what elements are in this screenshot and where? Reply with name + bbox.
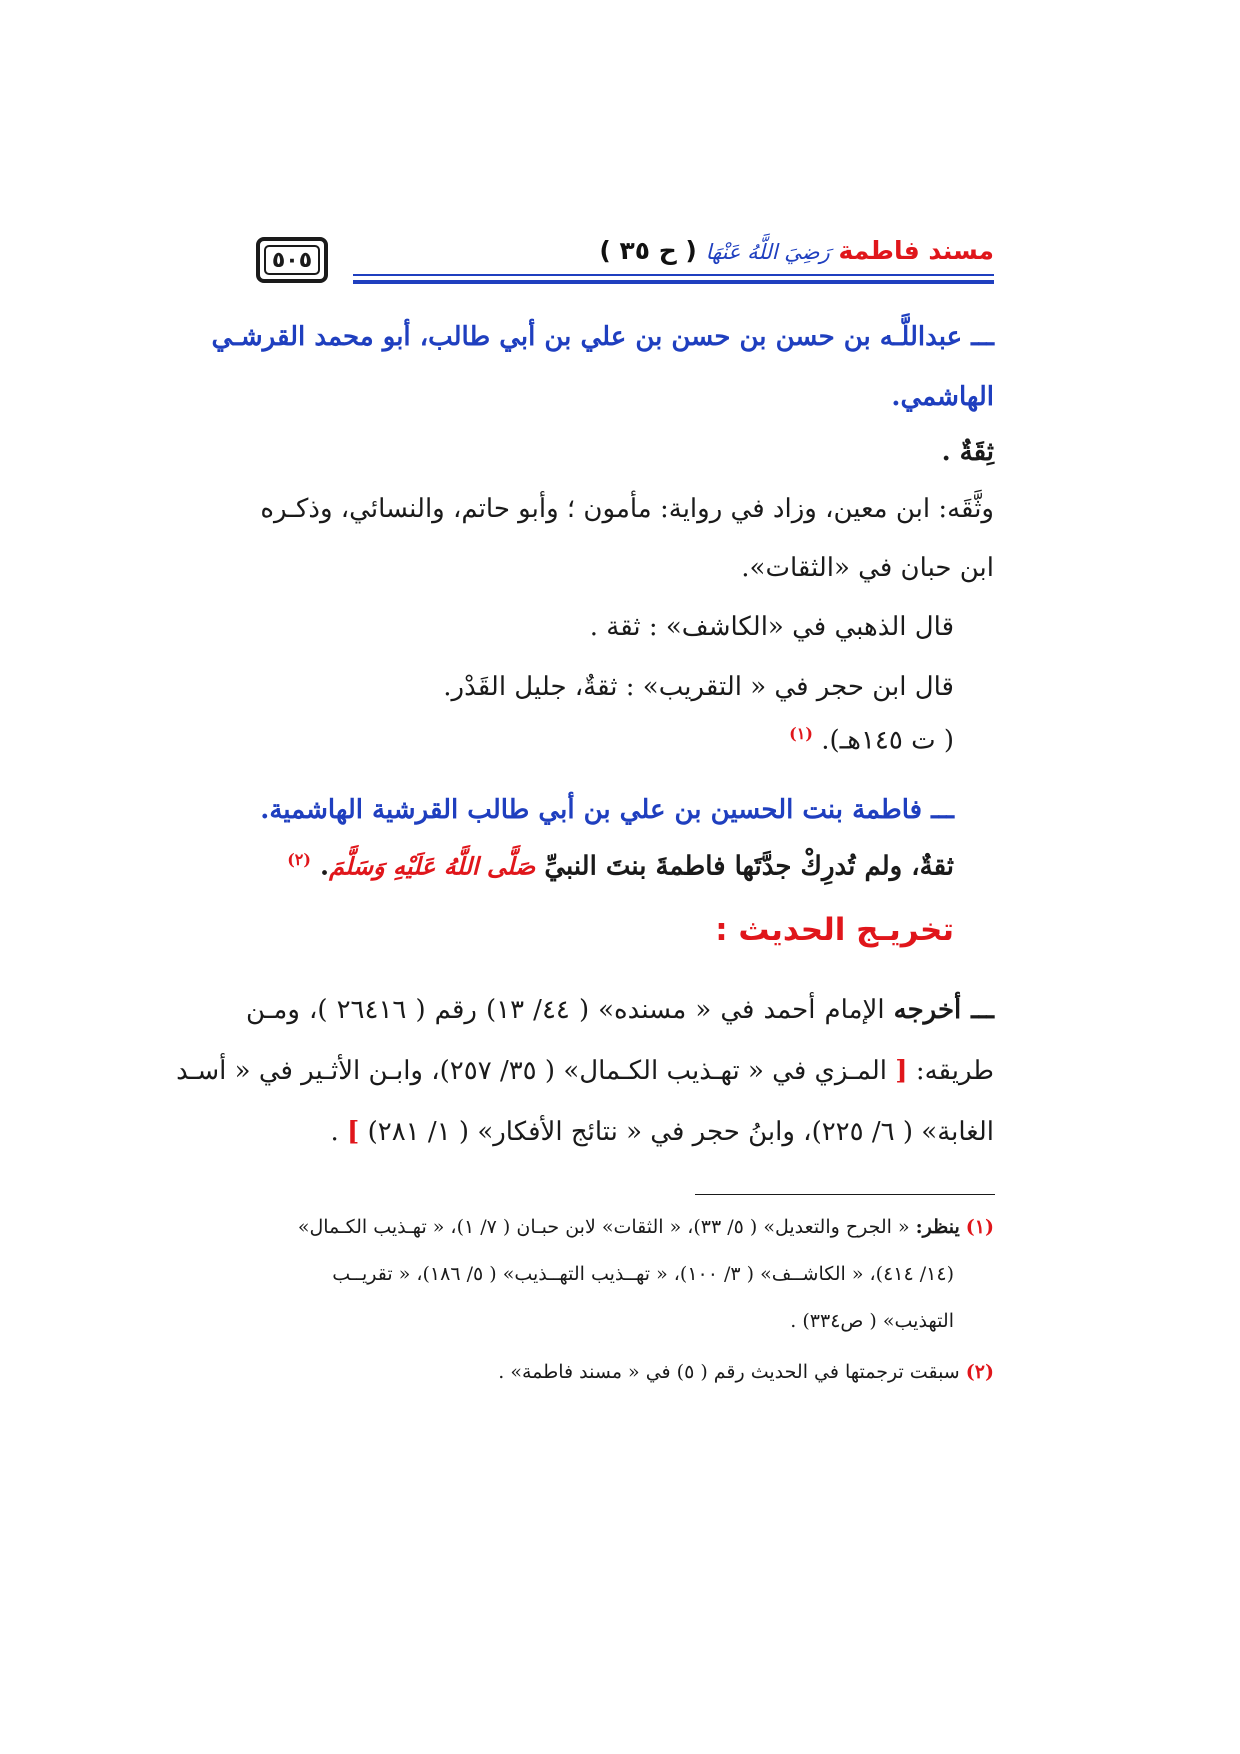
narrator1-death	[789, 724, 954, 756]
header-hadith-number: ( ح ٣٥ )	[599, 236, 697, 265]
narrator1-name-line2: الهاشمي.	[891, 382, 994, 412]
header-honorific: رَضِيَ اللَّهُ عَنْهَا	[705, 240, 830, 264]
narrator1-dhahabi: قال الذهبي في «الكاشف» : ثقة .	[589, 612, 954, 642]
footnote-1-line2: (١٤/ ٤١٤)، « الكاشــف» ( ٣/ ١٠٠)، « تهــذيب التهــذيب» ( ٥/ ١٨٦)، « تقريــب	[332, 1263, 954, 1285]
footnote-ref-2[interactable]: (٢)	[287, 850, 311, 869]
narrator2-grade-text: ثقةٌ، ولم تُدرِكْ جدَّتَها فاطمةَ بنتَ النبيِّ	[544, 851, 954, 882]
death-date: ( ت ١٤٥هـ).	[821, 725, 954, 756]
close-bracket: ]	[347, 1117, 360, 1147]
narrator1-tawthiq-line1: وثَّقَه: ابن معين، وزاد في رواية: مأمون ؛ وأبو حاتم، والنسائي، وذكـره	[260, 494, 994, 524]
takhrij-line3-a: الغابة» ( ٦/ ٢٢٥)، وابنُ حجر في « نتائج الأفكار» ( ١/ ٢٨١)	[359, 1117, 994, 1147]
header-divider	[353, 274, 994, 276]
takhrij-akhrajahu: ـــ أخرجه	[893, 995, 994, 1025]
salawat-honorific: صَلَّى اللَّهُ عَلَيْهِ وَسَلَّمَ	[329, 851, 536, 881]
footnote-1-label: ينظر:	[915, 1216, 960, 1238]
narrator1-tawthiq-line2: ابن حبان في «الثقات».	[741, 553, 994, 583]
takhrij-line2	[176, 1056, 994, 1086]
takhrij-line3-end: .	[330, 1117, 348, 1147]
footnote-1-line3: التهذيب» ( ص٣٣٤) .	[790, 1310, 954, 1332]
page-number: ٥٠٥	[271, 247, 313, 273]
footnote-2-text: سبقت ترجمتها في الحديث رقم ( ٥) في « مسند فاطمة» .	[498, 1361, 960, 1383]
narrator1-ibn-hajar: قال ابن حجر في « التقريب» : ثقةٌ، جليل القَدْر.	[443, 672, 954, 702]
footnote-divider	[695, 1194, 995, 1195]
header-divider-thick	[353, 280, 994, 284]
narrator2-grade-end: .	[320, 851, 330, 882]
takhrij-line2-a: طريقه:	[907, 1056, 994, 1086]
narrator2-grade	[287, 850, 954, 882]
takhrij-heading: تخريـج الحديث :	[715, 912, 954, 948]
narrator1-grade: ثِقَةٌ .	[941, 437, 994, 467]
takhrij-line3	[330, 1117, 994, 1147]
takhrij-line1	[246, 995, 994, 1025]
footnote-ref-1[interactable]: (١)	[789, 724, 813, 743]
running-header	[599, 236, 994, 265]
footnote-1-text1: « الجرح والتعديل» ( ٥/ ٣٣)، « الثقات» لابن حبـان ( ٧/ ١)، « تهـذيب الكـمال»	[297, 1216, 916, 1238]
open-bracket: [	[895, 1056, 908, 1086]
footnote-2	[498, 1361, 994, 1383]
header-musnad-title: مسند فاطمة	[838, 236, 994, 265]
footnote-2-number: (٢)	[965, 1361, 994, 1383]
takhrij-line2-b: المـزي في « تهـذيب الكـمال» ( ٣٥/ ٢٥٧)، وابـن الأثـير في « أسـد	[176, 1056, 896, 1086]
takhrij-line1-text: الإمام أحمد في « مسنده» ( ٤٤/ ١٣) رقم ( ٢٦٤١٦ )، ومـن	[246, 995, 894, 1025]
footnote-1-line1	[298, 1216, 994, 1238]
narrator2-name: ـــ فاطمة بنت الحسين بن علي بن أبي طالب القرشية الهاشمية.	[260, 795, 954, 825]
page-number-frame	[256, 237, 328, 283]
narrator1-name-line1: ـــ عبداللَّـه بن حسن بن حسن بن علي بن أبي طالب، أبو محمد القرشـي	[211, 322, 994, 352]
footnote-1-number: (١)	[965, 1216, 994, 1238]
